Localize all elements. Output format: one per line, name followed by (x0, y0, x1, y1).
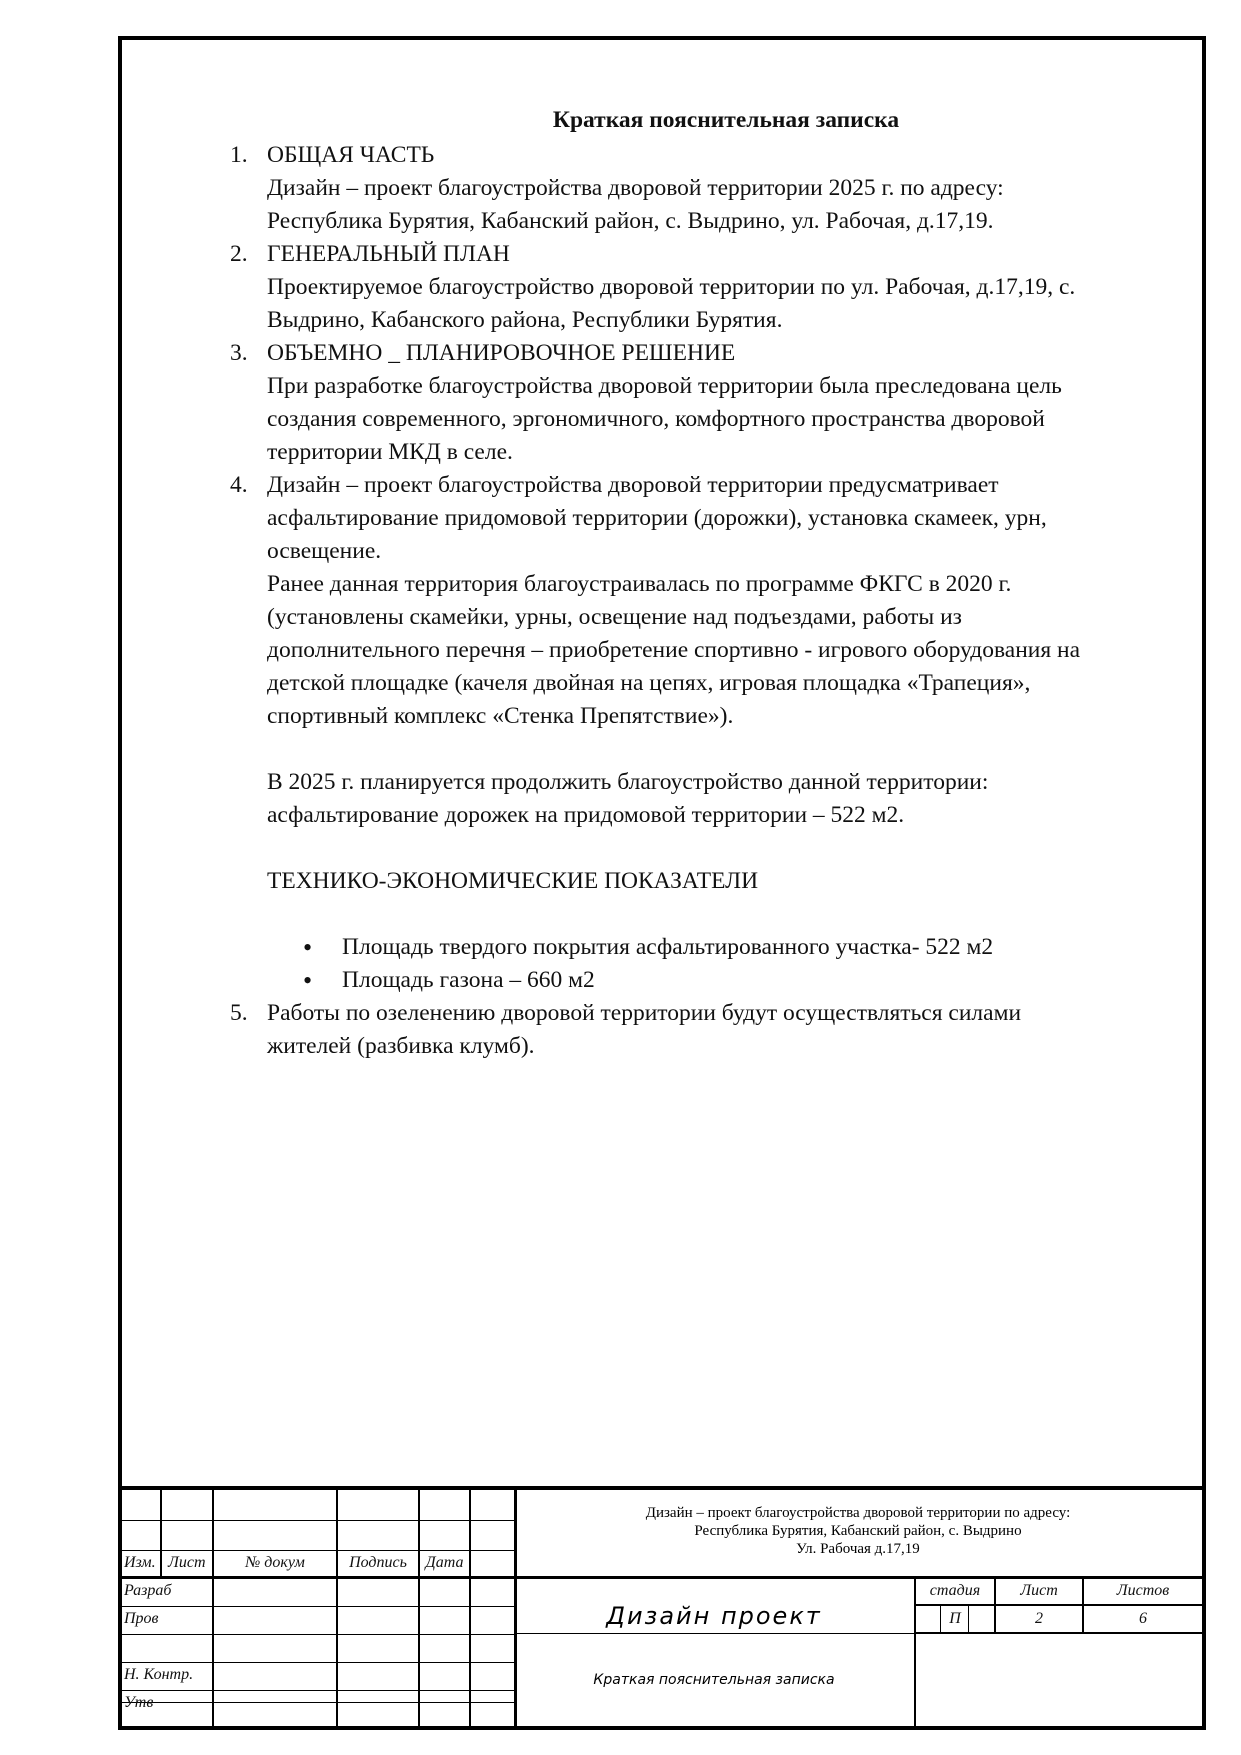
stamp-stadia-label: стадия (929, 1582, 981, 1599)
section-text-line: создания современного, эргономичного, комфортного пространства дворовой (267, 406, 1045, 432)
stamp-project-title (514, 1504, 1202, 1558)
stamp-doc-subtitle: Краткая пояснительная записка (593, 1672, 835, 1688)
section-heading: ОБЩАЯ ЧАСТЬ (267, 142, 435, 168)
stamp-izm-label: Изм. (124, 1554, 156, 1571)
stamp-sheet-value: 2 (1035, 1610, 1043, 1627)
section-text-line: Дизайн – проект благоустройства дворовой территории 2025 г. по адресу: (267, 175, 1004, 201)
stamp-sheet-label: Лист (1020, 1582, 1058, 1599)
section-3 (230, 337, 1210, 469)
tep-bullet-item: • Площадь твердого покрытия асфальтированного участка- 522 м2 (267, 931, 1210, 964)
stamp-prov-label: Пров (124, 1610, 159, 1627)
section-text-line: Выдрино, Кабанского района, Республики Бурятия. (267, 307, 783, 333)
tep-heading: ТЕХНИКО-ЭКОНОМИЧЕСКИЕ ПОКАЗАТЕЛИ (267, 868, 759, 894)
section-text-line: жителей (разбивка клумб). (267, 1033, 535, 1059)
stamp-data-label: Дата (425, 1554, 464, 1571)
tep-bullet-list (267, 931, 1210, 997)
section-number: 4. (230, 472, 248, 498)
stamp-nkontr-label: Н. Контр. (124, 1666, 194, 1683)
section-text-line: Ранее данная территория благоустраивалась по программе ФКГС в 2020 г. (267, 571, 1012, 597)
section-number: 5. (230, 1000, 248, 1026)
section-2 (230, 238, 1210, 337)
section-list (122, 139, 1210, 1063)
section-number: 2. (230, 241, 248, 267)
section-text-line: детской площадке (качеля двойная на цепях, игровая площадка «Трапеция», (267, 670, 1031, 696)
tep-bullet-item: • Площадь газона – 660 м2 (267, 964, 1210, 997)
section-text-line: дополнительного перечня – приобретение спортивно - игрового оборудования на (267, 637, 1081, 663)
section-4 (230, 469, 1210, 997)
plan-text-line: В 2025 г. планируется продолжить благоустройство данной территории: (267, 769, 989, 795)
stamp-razrab-label: Разраб (124, 1582, 172, 1599)
drawing-frame (118, 36, 1206, 1730)
stamp-podpis-label: Подпись (349, 1554, 407, 1571)
section-1 (230, 139, 1210, 238)
stamp-project-line: Республика Бурятия, Кабанский район, с. Выдрино (694, 1523, 1022, 1539)
stamp-sheets-label: Листов (1116, 1582, 1170, 1599)
section-text-line: освещение. (267, 538, 382, 564)
section-text-line: Работы по озеленению дворовой территории будут осуществляться силами (267, 1000, 1022, 1026)
stamp-utv-label: Утв (124, 1694, 154, 1711)
document-title: Краткая пояснительная записка (552, 107, 900, 133)
stamp-doc-name: Дизайн проект (606, 1602, 822, 1630)
section-heading: ГЕНЕРАЛЬНЫЙ ПЛАН (267, 241, 510, 267)
section-text-line: Дизайн – проект благоустройства дворовой территории предусматривает (267, 472, 999, 498)
stamp-sheets-value: 6 (1139, 1610, 1147, 1627)
section-5 (230, 997, 1210, 1063)
section-text-line: Проектируемое благоустройство дворовой территории по ул. Рабочая, д.17,19, с. (267, 274, 1076, 300)
section-text-line: Республика Бурятия, Кабанский район, с. Выдрино, ул. Рабочая, д.17,19. (267, 208, 994, 234)
stamp-project-line: Ул. Рабочая д.17,19 (796, 1541, 920, 1557)
stamp-list-label: Лист (168, 1554, 206, 1571)
section-heading: ОБЪЕМНО _ ПЛАНИРОВОЧНОЕ РЕШЕНИЕ (267, 340, 736, 366)
stamp-dokum-label: № докум (245, 1554, 305, 1571)
section-text-line: территории МКД в селе. (267, 439, 513, 465)
section-text-line: асфальтирование придомовой территории (дорожки), установка скамеек, урн, (267, 505, 1047, 531)
section-text-line: При разработке благоустройства дворовой территории была преследована цель (267, 373, 1062, 399)
document-body (122, 104, 1210, 1063)
section-text-line: спортивный комплекс «Стенка Препятствие»). (267, 703, 734, 729)
stamp-project-line: Дизайн – проект благоустройства дворовой территории по адресу: (645, 1505, 1071, 1521)
section-number: 3. (230, 340, 248, 366)
section-text-line: (установлены скамейки, урны, освещение над подъездами, работы из (267, 604, 962, 630)
section-number: 1. (230, 142, 248, 168)
plan-text-line: асфальтирование дорожек на придомовой территории – 522 м2. (267, 802, 905, 828)
stamp-stadia-value: П (949, 1610, 961, 1627)
title-block-stamp (122, 1486, 1202, 1730)
